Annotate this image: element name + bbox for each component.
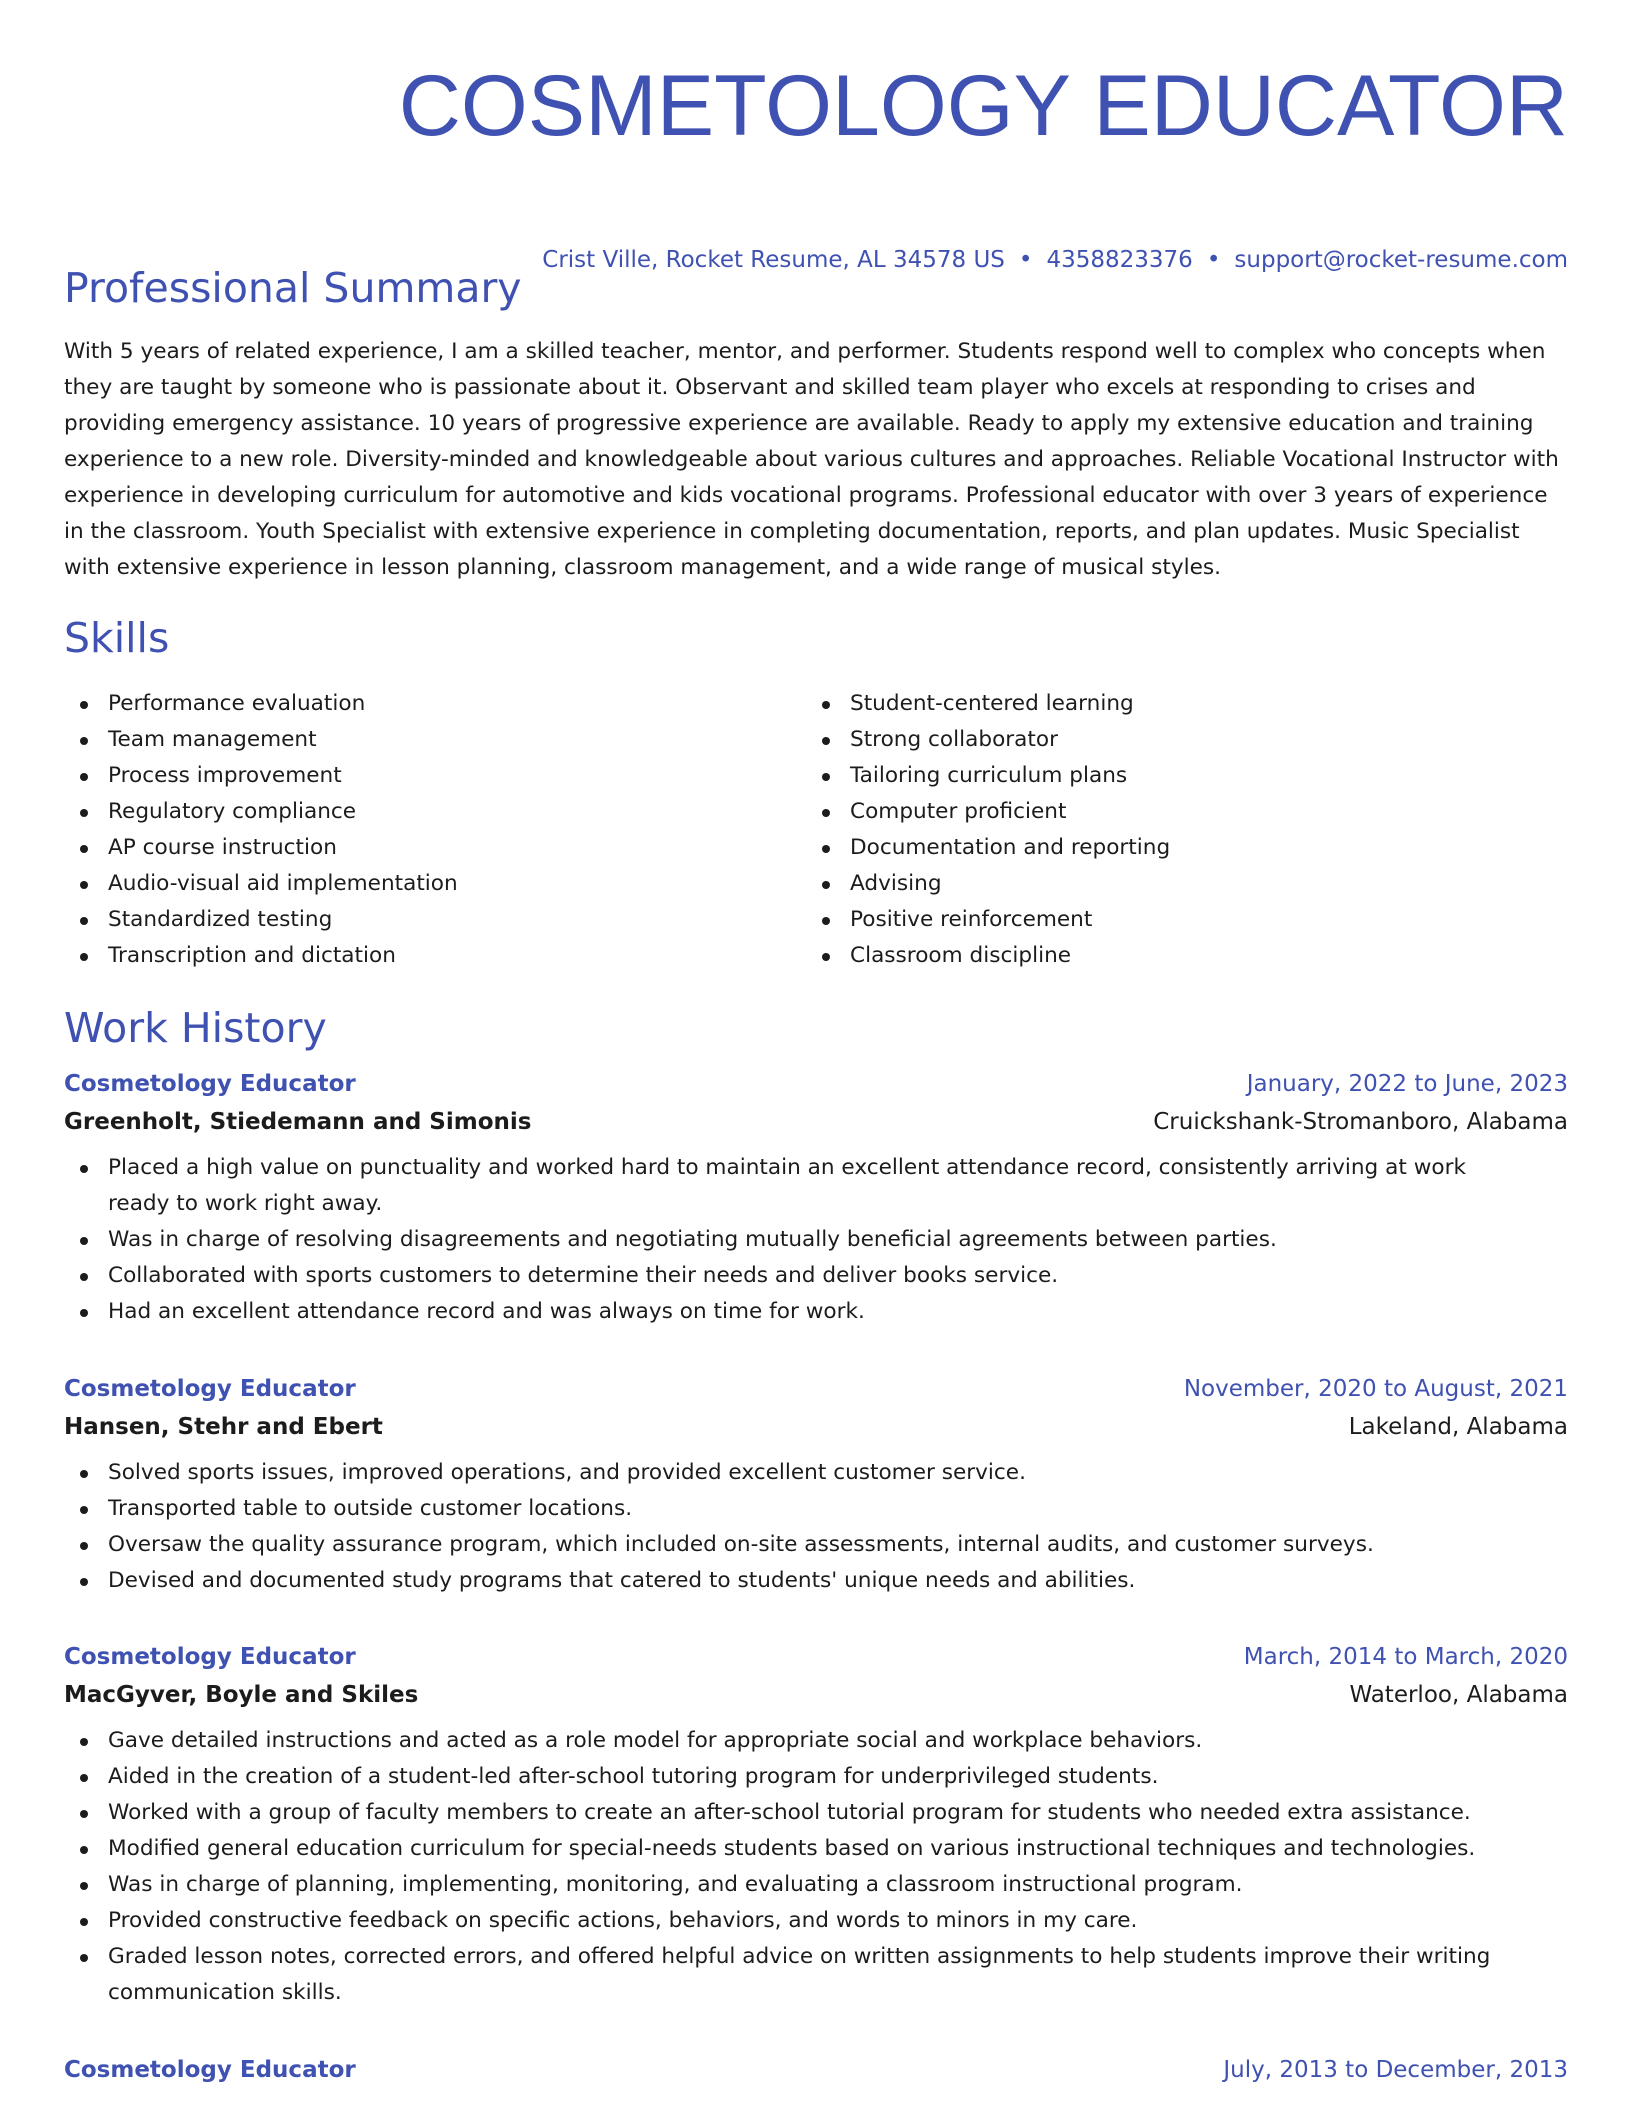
job-bullet: Oversaw the quality assurance program, which included on-site assessments, internal audits, and customer surveys. xyxy=(64,1527,1568,1563)
job-dates: July, 2013 to December, 2013 xyxy=(1223,2057,1568,2083)
summary-text: With 5 years of related experience, I am a skilled teacher, mentor, and performer. Students respond well to complex who concepts when they are taught by someone who is passionate about it. Observant and skilled team player who excels at responding to crises and providing emergency assistance. 10 years of progressive experience are available. Ready to apply my extensive education and training experience to a new role. Diversity-minded and knowledgeable about various cultures and approaches. Reliable Vocational Instructor with experience in developing curriculum for automotive and kids vocational programs. Professional educator with over 3 years of experience in the classroom. Youth Specialist with extensive experience in completing documentation, reports, and plan updates. Music Specialist with extensive experience in lesson planning, classroom management, and a wide range of musical styles. xyxy=(64,339,1559,580)
job-bullet: Provided constructive feedback on specific actions, behaviors, and words to minors in my care. xyxy=(64,1903,1568,1939)
job-entry xyxy=(64,1066,1568,1330)
job-bullet: Had an excellent attendance record and was always on time for work. xyxy=(64,1294,1568,1330)
job-entry xyxy=(64,1639,1568,2011)
job-title: Cosmetology Educator xyxy=(64,1644,356,1670)
job-bullet: Placed a high value on punctuality and worked hard to maintain an excellent attendance record, consistently arriving at work ready to work right away. xyxy=(64,1150,1568,1222)
job-bullet: Transported table to outside customer locations. xyxy=(64,1491,1568,1527)
resume-page xyxy=(64,0,1568,2083)
skill-item: Process improvement xyxy=(64,758,806,794)
skill-item: Advising xyxy=(806,866,1548,902)
skills-list xyxy=(64,686,1568,974)
job-company: Greenholt, Stiedemann and Simonis xyxy=(64,1109,532,1135)
job-company: Hansen, Stehr and Ebert xyxy=(64,1414,383,1440)
skill-item: Positive reinforcement xyxy=(806,902,1548,938)
job-location: Waterloo, Alabama xyxy=(1349,1682,1568,1708)
contact-phone: 4358823376 xyxy=(1046,247,1193,273)
skill-item: AP course instruction xyxy=(64,830,806,866)
job-dates: March, 2014 to March, 2020 xyxy=(1243,1644,1568,1670)
separator-dot: • xyxy=(1206,247,1221,273)
skill-item: Documentation and reporting xyxy=(806,830,1548,866)
skill-item: Classroom discipline xyxy=(806,938,1548,974)
job-bullet: Solved sports issues, improved operations, and provided excellent customer service. xyxy=(64,1455,1568,1491)
job-bullet: Aided in the creation of a student-led after-school tutoring program for underprivileged students. xyxy=(64,1759,1568,1795)
skills-heading: Skills xyxy=(64,614,170,662)
job-header xyxy=(64,1066,1568,1102)
skills-column-right xyxy=(806,686,1548,974)
job-bullet: Was in charge of resolving disagreements and negotiating mutually beneficial agreements between parties. xyxy=(64,1222,1568,1258)
skill-item: Standardized testing xyxy=(64,902,806,938)
job-title: Cosmetology Educator xyxy=(64,1376,356,1402)
skills-column-left xyxy=(64,686,806,974)
job-title: Cosmetology Educator xyxy=(64,2057,356,2083)
job-bullet: Devised and documented study programs that catered to students' unique needs and abilities. xyxy=(64,1563,1568,1599)
job-bullet: Gave detailed instructions and acted as a role model for appropriate social and workplace behaviors. xyxy=(64,1723,1568,1759)
job-bullets xyxy=(64,1150,1568,1330)
skill-item: Tailoring curriculum plans xyxy=(806,758,1548,794)
job-header xyxy=(64,2052,1568,2088)
work-history-heading: Work History xyxy=(64,1004,327,1052)
job-entry xyxy=(64,1371,1568,1599)
contact-line xyxy=(542,246,1568,274)
job-subheader xyxy=(64,1407,1568,1447)
job-bullets xyxy=(64,1723,1568,2011)
job-subheader xyxy=(64,1102,1568,1142)
summary-heading: Professional Summary xyxy=(64,264,522,312)
job-bullet: Collaborated with sports customers to determine their needs and deliver books service. xyxy=(64,1258,1568,1294)
resume-name: COSMETOLOGY EDUCATOR xyxy=(398,58,1568,154)
job-header xyxy=(64,1371,1568,1407)
contact-address: Crist Ville, Rocket Resume, AL 34578 US xyxy=(542,247,1005,273)
job-dates: November, 2020 to August, 2021 xyxy=(1183,1376,1568,1402)
job-title: Cosmetology Educator xyxy=(64,1071,356,1097)
job-header xyxy=(64,1639,1568,1675)
job-company: MacGyver, Boyle and Skiles xyxy=(64,1682,419,1708)
job-bullet: Modified general education curriculum for special-needs students based on various instructional techniques and technologies. xyxy=(64,1831,1568,1867)
job-location: Lakeland, Alabama xyxy=(1348,1414,1568,1440)
job-bullet: Graded lesson notes, corrected errors, and offered helpful advice on written assignments to help students improve their writing communication skills. xyxy=(64,1939,1568,2011)
skill-item: Transcription and dictation xyxy=(64,938,806,974)
skill-item: Audio-visual aid implementation xyxy=(64,866,806,902)
job-subheader xyxy=(64,1675,1568,1715)
skill-item: Student-centered learning xyxy=(806,686,1548,722)
separator-dot: • xyxy=(1018,247,1033,273)
job-bullets xyxy=(64,1455,1568,1599)
skill-item: Regulatory compliance xyxy=(64,794,806,830)
skill-item: Computer proficient xyxy=(806,794,1548,830)
contact-email: support@rocket-resume.com xyxy=(1234,247,1568,273)
job-entry xyxy=(64,2052,1568,2088)
job-bullet: Worked with a group of faculty members to create an after-school tutorial program for students who needed extra assistance. xyxy=(64,1795,1568,1831)
skill-item: Strong collaborator xyxy=(806,722,1548,758)
job-location: Cruickshank-Stromanboro, Alabama xyxy=(1153,1109,1568,1135)
skill-item: Team management xyxy=(64,722,806,758)
job-dates: January, 2022 to June, 2023 xyxy=(1246,1071,1568,1097)
job-bullet: Was in charge of planning, implementing, monitoring, and evaluating a classroom instructional program. xyxy=(64,1867,1568,1903)
skill-item: Performance evaluation xyxy=(64,686,806,722)
